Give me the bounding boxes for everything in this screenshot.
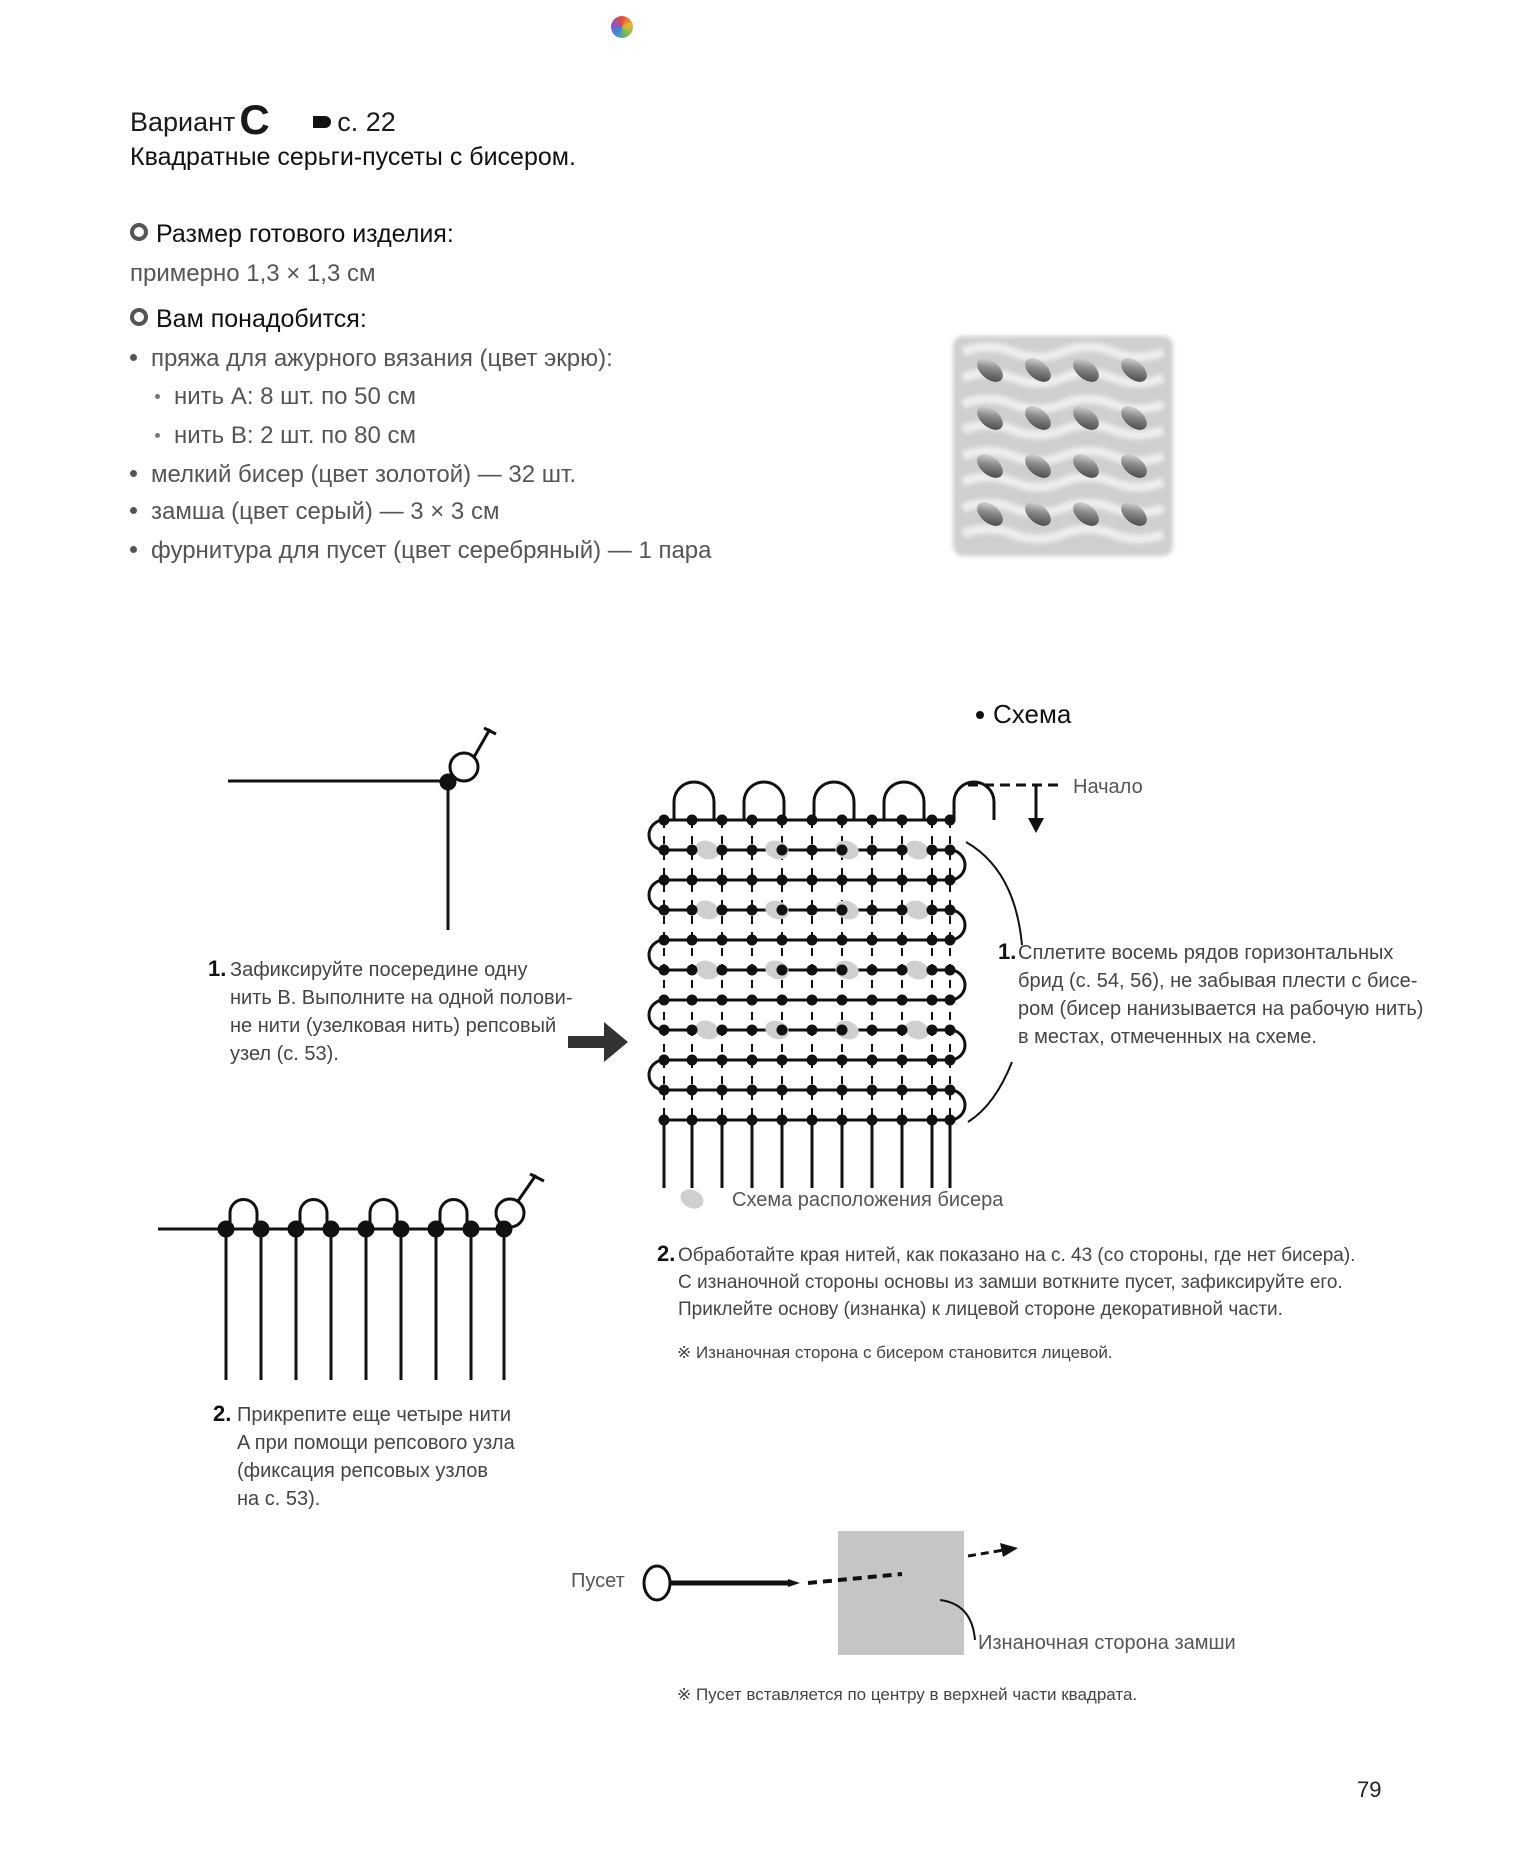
material-item bbox=[130, 345, 613, 373]
material-item-text: фурнитура для пусет (цвет серебряный) — 1 пара bbox=[151, 537, 712, 564]
knot-dot bbox=[659, 1115, 670, 1126]
knot-dot bbox=[687, 1025, 698, 1036]
suede-square bbox=[838, 1531, 964, 1655]
knot-dot bbox=[837, 1085, 848, 1096]
knot-dot bbox=[717, 995, 728, 1006]
knot-dot bbox=[927, 845, 938, 856]
bullet-icon bbox=[155, 394, 160, 399]
materials-heading-text: Вам понадобится: bbox=[156, 305, 367, 333]
knot-dot bbox=[747, 995, 758, 1006]
knot-dot bbox=[837, 1115, 848, 1126]
knot-dot bbox=[777, 905, 788, 916]
knot-dot bbox=[807, 1115, 818, 1126]
knot-dot bbox=[867, 1085, 878, 1096]
thread-loop bbox=[674, 782, 714, 820]
variant-label: Вариант bbox=[130, 107, 236, 137]
knot-dot bbox=[867, 935, 878, 946]
bullet-icon bbox=[130, 507, 137, 514]
post-label: Пусет bbox=[571, 1570, 625, 1592]
knot-dot bbox=[837, 935, 848, 946]
knot-dot bbox=[807, 1085, 818, 1096]
knot-dot bbox=[717, 1025, 728, 1036]
knot-dot bbox=[897, 1025, 908, 1036]
bullet-icon bbox=[130, 470, 137, 477]
thread-loop bbox=[884, 782, 924, 820]
knot-dot bbox=[837, 875, 848, 886]
knot-dot bbox=[897, 815, 908, 826]
step2-left-line: на с. 53). bbox=[237, 1488, 321, 1510]
knot-dot bbox=[927, 905, 938, 916]
arrow-right-icon bbox=[1000, 1543, 1018, 1557]
circle-bullet-icon bbox=[130, 223, 148, 241]
step1-right-number: 1. bbox=[998, 939, 1017, 964]
step1-left-line: не нити (узелковая нить) репсовый bbox=[230, 1015, 557, 1037]
material-item bbox=[130, 461, 576, 489]
knot-dot bbox=[219, 1222, 233, 1236]
knot-dot bbox=[747, 965, 758, 976]
material-subitem bbox=[155, 383, 416, 411]
bullet-icon bbox=[155, 433, 160, 438]
knot-dot bbox=[659, 1025, 670, 1036]
knot-dot bbox=[897, 935, 908, 946]
knot-dot bbox=[687, 935, 698, 946]
knot-dot bbox=[717, 1055, 728, 1066]
pointer-line bbox=[968, 1062, 1012, 1122]
knot-dot bbox=[927, 1115, 938, 1126]
step1-right-line: ром (бисер нанизывается на рабочую нить) bbox=[1018, 998, 1424, 1020]
knot-dot bbox=[777, 1085, 788, 1096]
knot-dot bbox=[897, 995, 908, 1006]
thread-loop bbox=[370, 1200, 397, 1230]
knot-dot bbox=[837, 965, 848, 976]
knot-dot bbox=[807, 815, 818, 826]
dashed-insertion-line bbox=[968, 1550, 1004, 1556]
knot-dot bbox=[777, 875, 788, 886]
knot-dot bbox=[927, 1025, 938, 1036]
knot-dot bbox=[945, 905, 956, 916]
note-post-center: ※ Пусет вставляется по центру в верхней части квадрата. bbox=[677, 1685, 1138, 1704]
knot-dot bbox=[747, 905, 758, 916]
page-reference-text: с. 22 bbox=[337, 107, 396, 137]
knot-dot bbox=[429, 1222, 443, 1236]
knot-dot bbox=[945, 875, 956, 886]
knot-dot bbox=[777, 935, 788, 946]
knot-dot bbox=[867, 1055, 878, 1066]
knot-dot bbox=[945, 1115, 956, 1126]
knot-dot bbox=[747, 1085, 758, 1096]
page-reference bbox=[313, 107, 396, 137]
knot-dot bbox=[717, 905, 728, 916]
knot-dot bbox=[687, 815, 698, 826]
knot-dot bbox=[897, 845, 908, 856]
knot-dot bbox=[659, 965, 670, 976]
knot-dot bbox=[394, 1222, 408, 1236]
step1-right-line: брид (с. 54, 56), не забывая плести с бисе- bbox=[1018, 970, 1418, 992]
knot-dot bbox=[747, 875, 758, 886]
knot-dot bbox=[945, 935, 956, 946]
knot-dot bbox=[687, 1115, 698, 1126]
knot-dot bbox=[897, 875, 908, 886]
knot-dot bbox=[324, 1222, 338, 1236]
knot-dot bbox=[687, 1085, 698, 1096]
note-beads-face: ※ Изнаночная сторона с бисером становится лицевой. bbox=[677, 1343, 1113, 1362]
knot-dot bbox=[897, 1085, 908, 1096]
knot-dot bbox=[807, 905, 818, 916]
knot-dot bbox=[867, 995, 878, 1006]
knot-dot bbox=[687, 875, 698, 886]
knot-dot bbox=[837, 995, 848, 1006]
thread-loop bbox=[230, 1200, 257, 1230]
macrame-diagrams bbox=[0, 690, 1526, 1750]
knot-dot bbox=[659, 815, 670, 826]
step1-diagram bbox=[228, 728, 496, 930]
step2-left-line: A при помощи репсового узла bbox=[237, 1432, 515, 1454]
material-item-text: замша (цвет серый) — 3 × 3 см bbox=[151, 498, 500, 525]
knot-dot bbox=[807, 995, 818, 1006]
step1-left-number: 1. bbox=[208, 956, 227, 981]
knot-dot bbox=[807, 1025, 818, 1036]
knot-dot bbox=[867, 845, 878, 856]
knot-dot bbox=[747, 845, 758, 856]
knot-dot bbox=[717, 1115, 728, 1126]
knot-dot bbox=[359, 1222, 373, 1236]
knot-dot bbox=[867, 1115, 878, 1126]
knot-dot bbox=[747, 1055, 758, 1066]
knot-dot bbox=[927, 875, 938, 886]
earring-photo bbox=[945, 330, 1180, 562]
materials-heading bbox=[130, 305, 367, 334]
earring-post-diagram bbox=[644, 1566, 800, 1600]
step1-right-line: Сплетите восемь рядов горизонтальных bbox=[1018, 942, 1394, 964]
step2-left-line: Прикрепите еще четыре нити bbox=[237, 1404, 512, 1426]
knot-dot bbox=[927, 815, 938, 826]
knot-dot bbox=[659, 935, 670, 946]
arrow-right-icon bbox=[568, 1022, 628, 1062]
knot-dot bbox=[659, 845, 670, 856]
knot-dot bbox=[777, 1025, 788, 1036]
knot-dot bbox=[717, 845, 728, 856]
knot-dot bbox=[717, 965, 728, 976]
pointer-line bbox=[966, 842, 1022, 945]
step1-left-line: нить B. Выполните на одной полови- bbox=[230, 987, 573, 1009]
knot-dot bbox=[897, 965, 908, 976]
knot-dot bbox=[867, 1025, 878, 1036]
knot-dot bbox=[777, 965, 788, 976]
knot-dot bbox=[867, 875, 878, 886]
thread-loop bbox=[954, 782, 994, 820]
scheme-title: Схема bbox=[993, 699, 1072, 729]
step2-right-line: С изнаночной стороны основы из замши воткните пусет, зафиксируйте его. bbox=[678, 1272, 1343, 1293]
knot-dot bbox=[659, 1085, 670, 1096]
knot-dot bbox=[927, 995, 938, 1006]
start-label: Начало bbox=[1073, 776, 1143, 798]
knot-dot bbox=[837, 815, 848, 826]
bead-legend-icon bbox=[677, 1186, 706, 1212]
arrow-right-icon bbox=[313, 116, 331, 128]
thread-loop bbox=[300, 1200, 327, 1230]
step1-left-line: Зафиксируйте посередине одну bbox=[230, 959, 528, 981]
knot-dot bbox=[659, 995, 670, 1006]
knot-dot bbox=[717, 875, 728, 886]
material-item-text: пряжа для ажурного вязания (цвет экрю): bbox=[151, 345, 613, 372]
knot-dot bbox=[254, 1222, 268, 1236]
knot-dot bbox=[687, 995, 698, 1006]
knot-dot bbox=[747, 935, 758, 946]
knot-dot bbox=[945, 1025, 956, 1036]
material-item-text: мелкий бисер (цвет золотой) — 32 шт. bbox=[151, 461, 577, 488]
subtitle: Квадратные серьги-пусеты с бисером. bbox=[130, 143, 576, 171]
start-indicator bbox=[968, 785, 1058, 833]
suede-label: Изнаночная сторона замши bbox=[978, 1632, 1236, 1654]
knot-dot bbox=[659, 875, 670, 886]
knot-dot bbox=[807, 935, 818, 946]
circle-bullet-icon bbox=[130, 308, 148, 326]
thread-loop bbox=[744, 782, 784, 820]
knot-dot bbox=[777, 845, 788, 856]
knot-dot bbox=[687, 1055, 698, 1066]
knot-dot bbox=[747, 1025, 758, 1036]
knot-dot bbox=[867, 965, 878, 976]
knot-dot bbox=[807, 1055, 818, 1066]
knot-dot bbox=[687, 845, 698, 856]
knot-dot bbox=[464, 1222, 478, 1236]
knot-dot bbox=[837, 845, 848, 856]
knot-dot bbox=[927, 1055, 938, 1066]
variant-title bbox=[130, 96, 396, 144]
knot-dot bbox=[837, 1055, 848, 1066]
knot-dot bbox=[687, 905, 698, 916]
step1-left-line: узел (с. 53). bbox=[230, 1043, 339, 1065]
knot-dot bbox=[945, 965, 956, 976]
knot-dot bbox=[837, 905, 848, 916]
size-heading bbox=[130, 220, 454, 249]
knot-dot bbox=[747, 1115, 758, 1126]
knot-dot bbox=[807, 845, 818, 856]
step2-right-line: Обработайте края нитей, как показано на с. 43 (со стороны, где нет бисера). bbox=[678, 1245, 1356, 1266]
knot-dot bbox=[927, 965, 938, 976]
thread-loop bbox=[814, 782, 854, 820]
bead-legend-label: Схема расположения бисера bbox=[732, 1189, 1004, 1211]
knot-dot bbox=[659, 905, 670, 916]
bead-scheme-grid bbox=[649, 782, 994, 1188]
bullet-icon bbox=[976, 711, 984, 719]
variant-letter: C bbox=[239, 96, 270, 143]
knot-dot bbox=[747, 815, 758, 826]
knot-dot bbox=[777, 815, 788, 826]
material-item bbox=[130, 498, 499, 526]
knot-dot bbox=[807, 875, 818, 886]
knot-dot bbox=[289, 1222, 303, 1236]
material-item bbox=[130, 537, 712, 565]
bullet-icon bbox=[130, 354, 137, 361]
step2-left-number: 2. bbox=[213, 1401, 232, 1426]
page-number: 79 bbox=[1357, 1777, 1382, 1802]
knot-dot bbox=[777, 1115, 788, 1126]
knot-dot bbox=[897, 905, 908, 916]
knot-dot bbox=[777, 995, 788, 1006]
knot-dot bbox=[897, 1055, 908, 1066]
bullet-icon bbox=[130, 546, 137, 553]
knot-dot bbox=[867, 905, 878, 916]
step2-right-number: 2. bbox=[657, 1241, 676, 1266]
step1-right-line: в местах, отмеченных на схеме. bbox=[1018, 1026, 1317, 1048]
knot-dot bbox=[717, 1085, 728, 1096]
knot-dot bbox=[927, 935, 938, 946]
knot-dot bbox=[945, 845, 956, 856]
material-subitem bbox=[155, 422, 416, 450]
step2-left-line: (фиксация репсовых узлов bbox=[237, 1460, 488, 1482]
size-heading-text: Размер готового изделия: bbox=[156, 220, 454, 248]
material-item-text: нить A: 8 шт. по 50 см bbox=[174, 383, 416, 410]
knot-dot bbox=[837, 1025, 848, 1036]
knot-dot bbox=[945, 815, 956, 826]
knot-dot bbox=[717, 815, 728, 826]
thread-loop bbox=[440, 1200, 467, 1230]
step2-diagram bbox=[158, 1174, 544, 1380]
size-value: примерно 1,3 × 1,3 см bbox=[130, 260, 376, 287]
knot-dot bbox=[807, 965, 818, 976]
knot-dot bbox=[777, 1055, 788, 1066]
knot-dot bbox=[717, 935, 728, 946]
knot-dot bbox=[945, 1055, 956, 1066]
knot-dot bbox=[945, 995, 956, 1006]
knot-dot bbox=[897, 1115, 908, 1126]
color-wheel-logo bbox=[611, 16, 633, 38]
knot-dot bbox=[945, 1085, 956, 1096]
knot-dot bbox=[659, 1055, 670, 1066]
knot-dot bbox=[687, 965, 698, 976]
knot-dot bbox=[867, 815, 878, 826]
step2-right-line: Приклейте основу (изнанка) к лицевой стороне декоративной части. bbox=[678, 1299, 1283, 1320]
knot-dot bbox=[927, 1085, 938, 1096]
material-item-text: нить B: 2 шт. по 80 см bbox=[174, 422, 416, 449]
